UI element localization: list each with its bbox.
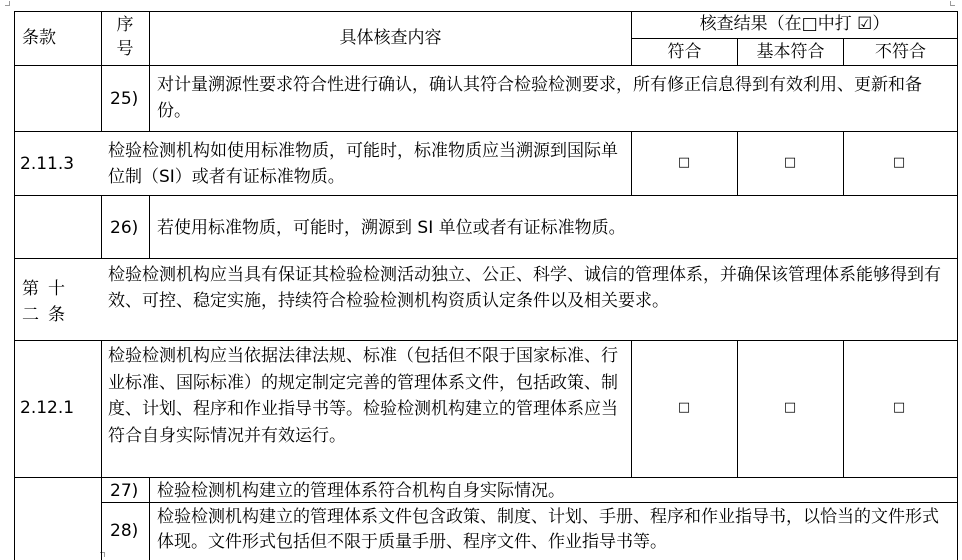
item-25-text: 对计量溯源性要求符合性进行确认，确认其符合检验检测要求，所有修正信息得到有效利用、更新和备份。 xyxy=(157,75,922,121)
rule-header-bottom xyxy=(14,65,958,66)
header-result-basic: 基本符合 xyxy=(756,42,825,62)
rule-right xyxy=(957,11,958,560)
item-27-text: 检验检测机构建立的管理体系符合机构自身实际情况。 xyxy=(157,481,565,501)
rule-clause-seq-c xyxy=(101,340,102,560)
rule-result-left-b xyxy=(631,131,632,196)
header-seq: 序号 xyxy=(116,15,134,59)
rule-after-25 xyxy=(14,131,958,132)
margin-corner-mark-left xyxy=(5,1,10,6)
clause-2-11-3: 2.11.3 xyxy=(20,154,75,174)
rule-result-mid1-c xyxy=(737,340,738,478)
rule-after-art12 xyxy=(14,340,958,341)
clause-2-11-3-text: 检验检测机构如使用标准物质，可能时，标准物质应当溯源到国际单位制（SI）或者有证标准物质。 xyxy=(108,141,618,187)
header-clause: 条款 xyxy=(22,28,56,48)
seq-27: 27) xyxy=(110,481,139,501)
checkbox-2-12-1-yes[interactable]: □ xyxy=(677,400,691,415)
checkbox-2-11-3-no[interactable]: □ xyxy=(892,155,906,170)
item-28-text: 检验检测机构建立的管理体系文件包含政策、制度、计划、手册、程序和作业指导书，以恰当的文件形式体现。文件形式包括但不限于质量手册、程序文件、作业指导书等。 xyxy=(157,507,939,552)
header-content: 具体核查内容 xyxy=(339,28,442,48)
rule-result-mid2-b xyxy=(843,131,844,196)
checkbox-2-12-1-basic[interactable]: □ xyxy=(783,400,797,415)
article-12-text: 检验检测机构应当具有保证其检验检测活动独立、公正、科学、诚信的管理体系，并确保该管理体系能够得到有效、可控、稳定实施，持续符合检验检测机构资质认定条件以及相关要求。 xyxy=(108,265,941,311)
rule-after-26 xyxy=(14,258,958,259)
checkbox-2-11-3-basic[interactable]: □ xyxy=(783,155,797,170)
rule-seq-content-c xyxy=(149,477,150,560)
checkbox-2-12-1-no[interactable]: □ xyxy=(892,400,906,415)
margin-corner-mark-right xyxy=(950,1,955,6)
header-result-yes: 符合 xyxy=(667,42,702,62)
item-26-text: 若使用标准物质，可能时，溯源到 SI 单位或者有证标准物质。 xyxy=(157,218,626,238)
checkbox-2-11-3-yes[interactable]: □ xyxy=(677,155,691,170)
seq-25: 25) xyxy=(110,89,139,109)
header-result: 核查结果（在□中打 ☑） xyxy=(699,14,890,34)
clause-2-12-1: 2.12.1 xyxy=(20,398,75,418)
clause-article-12: 第十二条 xyxy=(22,279,74,325)
seq-28: 28) xyxy=(110,521,139,541)
rule-result-left-c xyxy=(631,340,632,478)
clause-2-12-1-text: 检验检测机构应当依据法律法规、标准（包括但不限于国家标准、行业标准、国际标准）的规定制定完善的管理体系文件，包括政策、制度、计划、程序和作业指导书等。检验检测机构建立的管理体系应当符合自身实际情况并有效运行。 xyxy=(108,346,618,446)
rule-after-2113 xyxy=(14,195,958,196)
rule-clause-seq-a xyxy=(101,11,102,132)
header-result-no: 不符合 xyxy=(875,42,926,62)
seq-26: 26) xyxy=(110,218,139,238)
rule-result-mid2-c xyxy=(843,340,844,478)
rule-result-mid1-b xyxy=(737,131,738,196)
rule-seq-content-b xyxy=(149,195,150,259)
rule-result-sub xyxy=(631,38,958,39)
rule-clause-seq-b xyxy=(101,195,102,259)
rule-after-2121 xyxy=(14,477,958,478)
rule-left xyxy=(14,11,15,560)
